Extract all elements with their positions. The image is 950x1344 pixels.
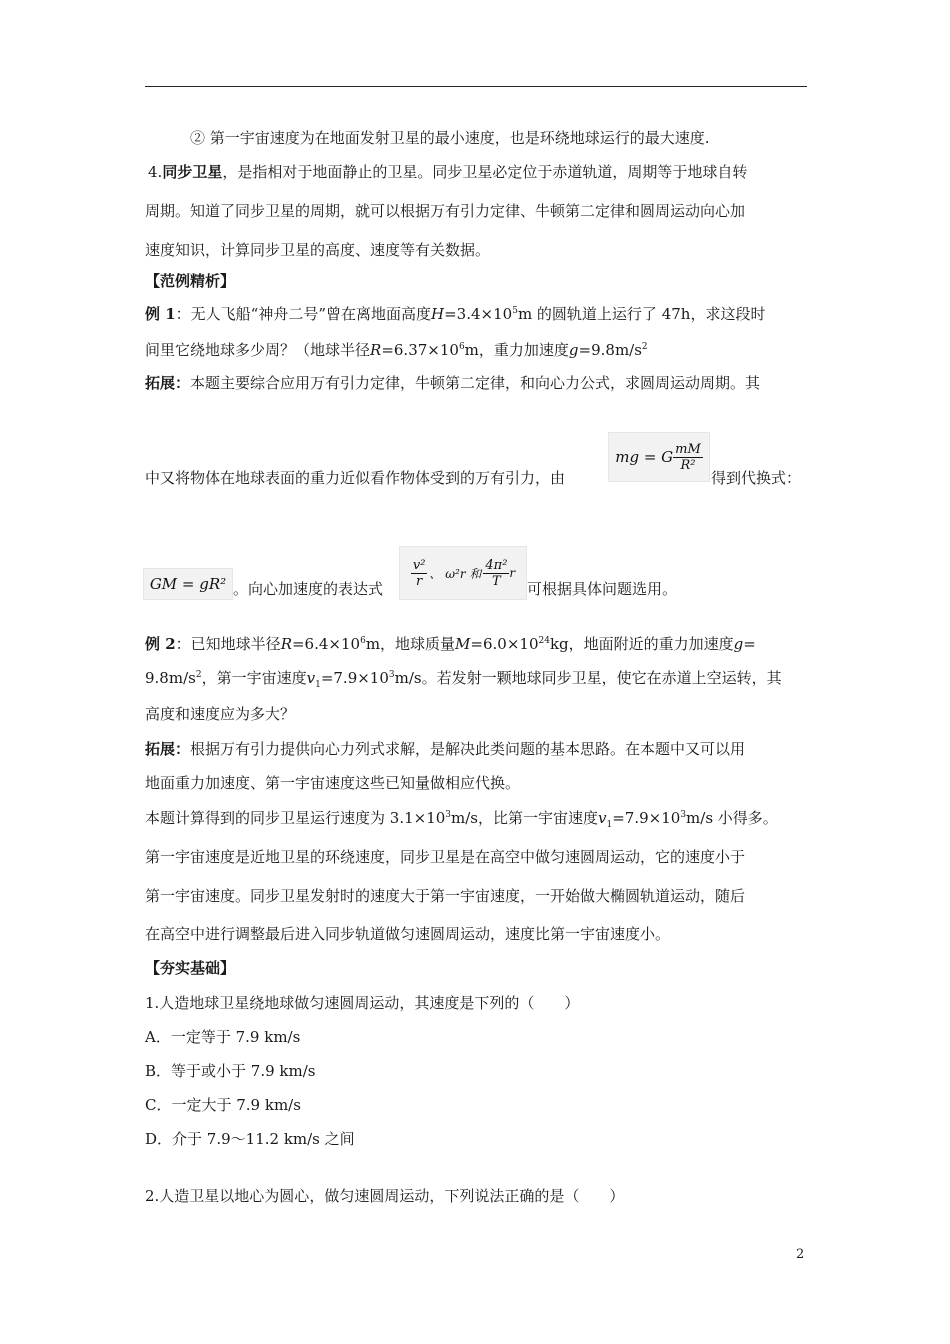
question-1-option-b: B．等于或小于 7.9 km/s <box>145 1062 316 1080</box>
paragraph-first-cosmic-velocity: ② 第一宇宙速度为在地面发射卫星的最小速度，也是环绕地球运行的最大速度. <box>190 129 710 147</box>
extension-2-line-4: 第一宇宙速度是近地卫星的环绕速度，同步卫星是在高空中做匀速圆周运动，它的速度小于 <box>145 848 746 866</box>
extension-1-line-3a: 。向心加速度的表达式 <box>233 580 384 598</box>
extension-2-line-3: 本题计算得到的同步卫星运行速度为 $3.1\times 10^3m/s$，比第一宇宙速度$v_1=7.9\times 10^3m/s$ 小得多。 <box>145 809 778 830</box>
question-1-option-d: D．介于 7.9～11.2 km/s 之间 <box>145 1130 355 1148</box>
formula-gravity: mg = G $\frac{mM}{\text{R²}}$ <box>608 432 710 482</box>
question-1-option-a: A．一定等于 7.9 km/s <box>145 1028 301 1046</box>
example-2-line-2: $9.8m/s^2$，第一宇宙速度$v_1=7.9\times 10^3m/s$。若发射一颗地球同步卫星，使它在赤道上空运转，其 <box>145 669 782 690</box>
paragraph-sync-satellite-1: 4.同步卫星，是指相对于地面静止的卫星。同步卫星必定位于赤道轨道，周期等于地球自转 <box>148 163 748 181</box>
extension-2-line-5: 第一宇宙速度。同步卫星发射时的速度大于第一宇宙速度，一开始做大椭圆轨道运动，随后 <box>145 887 746 905</box>
term-sync-satellite: 同步卫星 <box>162 163 223 181</box>
paragraph-sync-satellite-3: 速度知识，计算同步卫星的高度、速度等有关数据。 <box>145 241 491 259</box>
extension-2-line-2: 地面重力加速度、第一宇宙速度这些已知量做相应代换。 <box>145 774 521 792</box>
extension-1-line-2a: 中又将物体在地球表面的重力近似看作物体受到的万有引力，由 <box>145 469 566 487</box>
header-rule <box>145 86 807 87</box>
example-1-line-1: 例 1：无人飞船“神舟二号”曾在离地面高度$H=3.4\times 10^5m$ 的圆轨道上运行了 47h，求这段时 <box>145 305 766 323</box>
example-1-line-2: 间里它绕地球多少周？（地球半径$R=6.37\times 10^6m$，重力加速度$g=9.8m/s^2$ <box>145 341 648 359</box>
paragraph-sync-satellite-2: 周期。知道了同步卫星的周期，就可以根据万有引力定律、牛顿第二定律和圆周运动向心加 <box>145 202 746 220</box>
extension-1-line-3b: 可根据具体问题选用。 <box>527 580 678 598</box>
extension-1-line-1: 拓展：本题主要综合应用万有引力定律，牛顿第二定律，和向心力公式，求圆周运动周期。其 <box>145 374 761 392</box>
formula-centripetal-acceleration: $\frac{\text{v²}}{r}$ 、 ω²r 和 $\frac{\text{4π²}}{T}$ r <box>399 546 527 600</box>
extension-2-line-6: 在高空中进行调整最后进入同步轨道做匀速圆周运动，速度比第一宇宙速度小。 <box>145 925 671 943</box>
extension-2-line-1: 拓展：根据万有引力提供向心力列式求解，是解决此类问题的基本思路。在本题中又可以用 <box>145 740 746 758</box>
question-2-stem: 2.人造卫星以地心为圆心，做匀速圆周运动，下列说法正确的是（ ） <box>145 1187 625 1205</box>
example-2-line-3: 高度和速度应为多大？ <box>145 705 296 723</box>
formula-gm-gr2: GM = gR² <box>143 568 233 600</box>
heading-examples: 【范例精析】 <box>145 272 236 290</box>
example-2-line-1: 例 2：已知地球半径$R=6.4\times 10^6m$，地球质量$M=6.0\times 10^{24}kg$，地面附近的重力加速度g= <box>145 635 756 653</box>
question-1-stem: 1.人造地球卫星绕地球做匀速圆周运动，其速度是下列的（ ） <box>145 994 580 1012</box>
extension-1-line-2b: 得到代换式： <box>711 469 802 487</box>
page-number: 2 <box>796 1247 805 1262</box>
question-1-option-c: C．一定大于 7.9 km/s <box>145 1096 301 1114</box>
heading-basics: 【夯实基础】 <box>145 959 236 977</box>
